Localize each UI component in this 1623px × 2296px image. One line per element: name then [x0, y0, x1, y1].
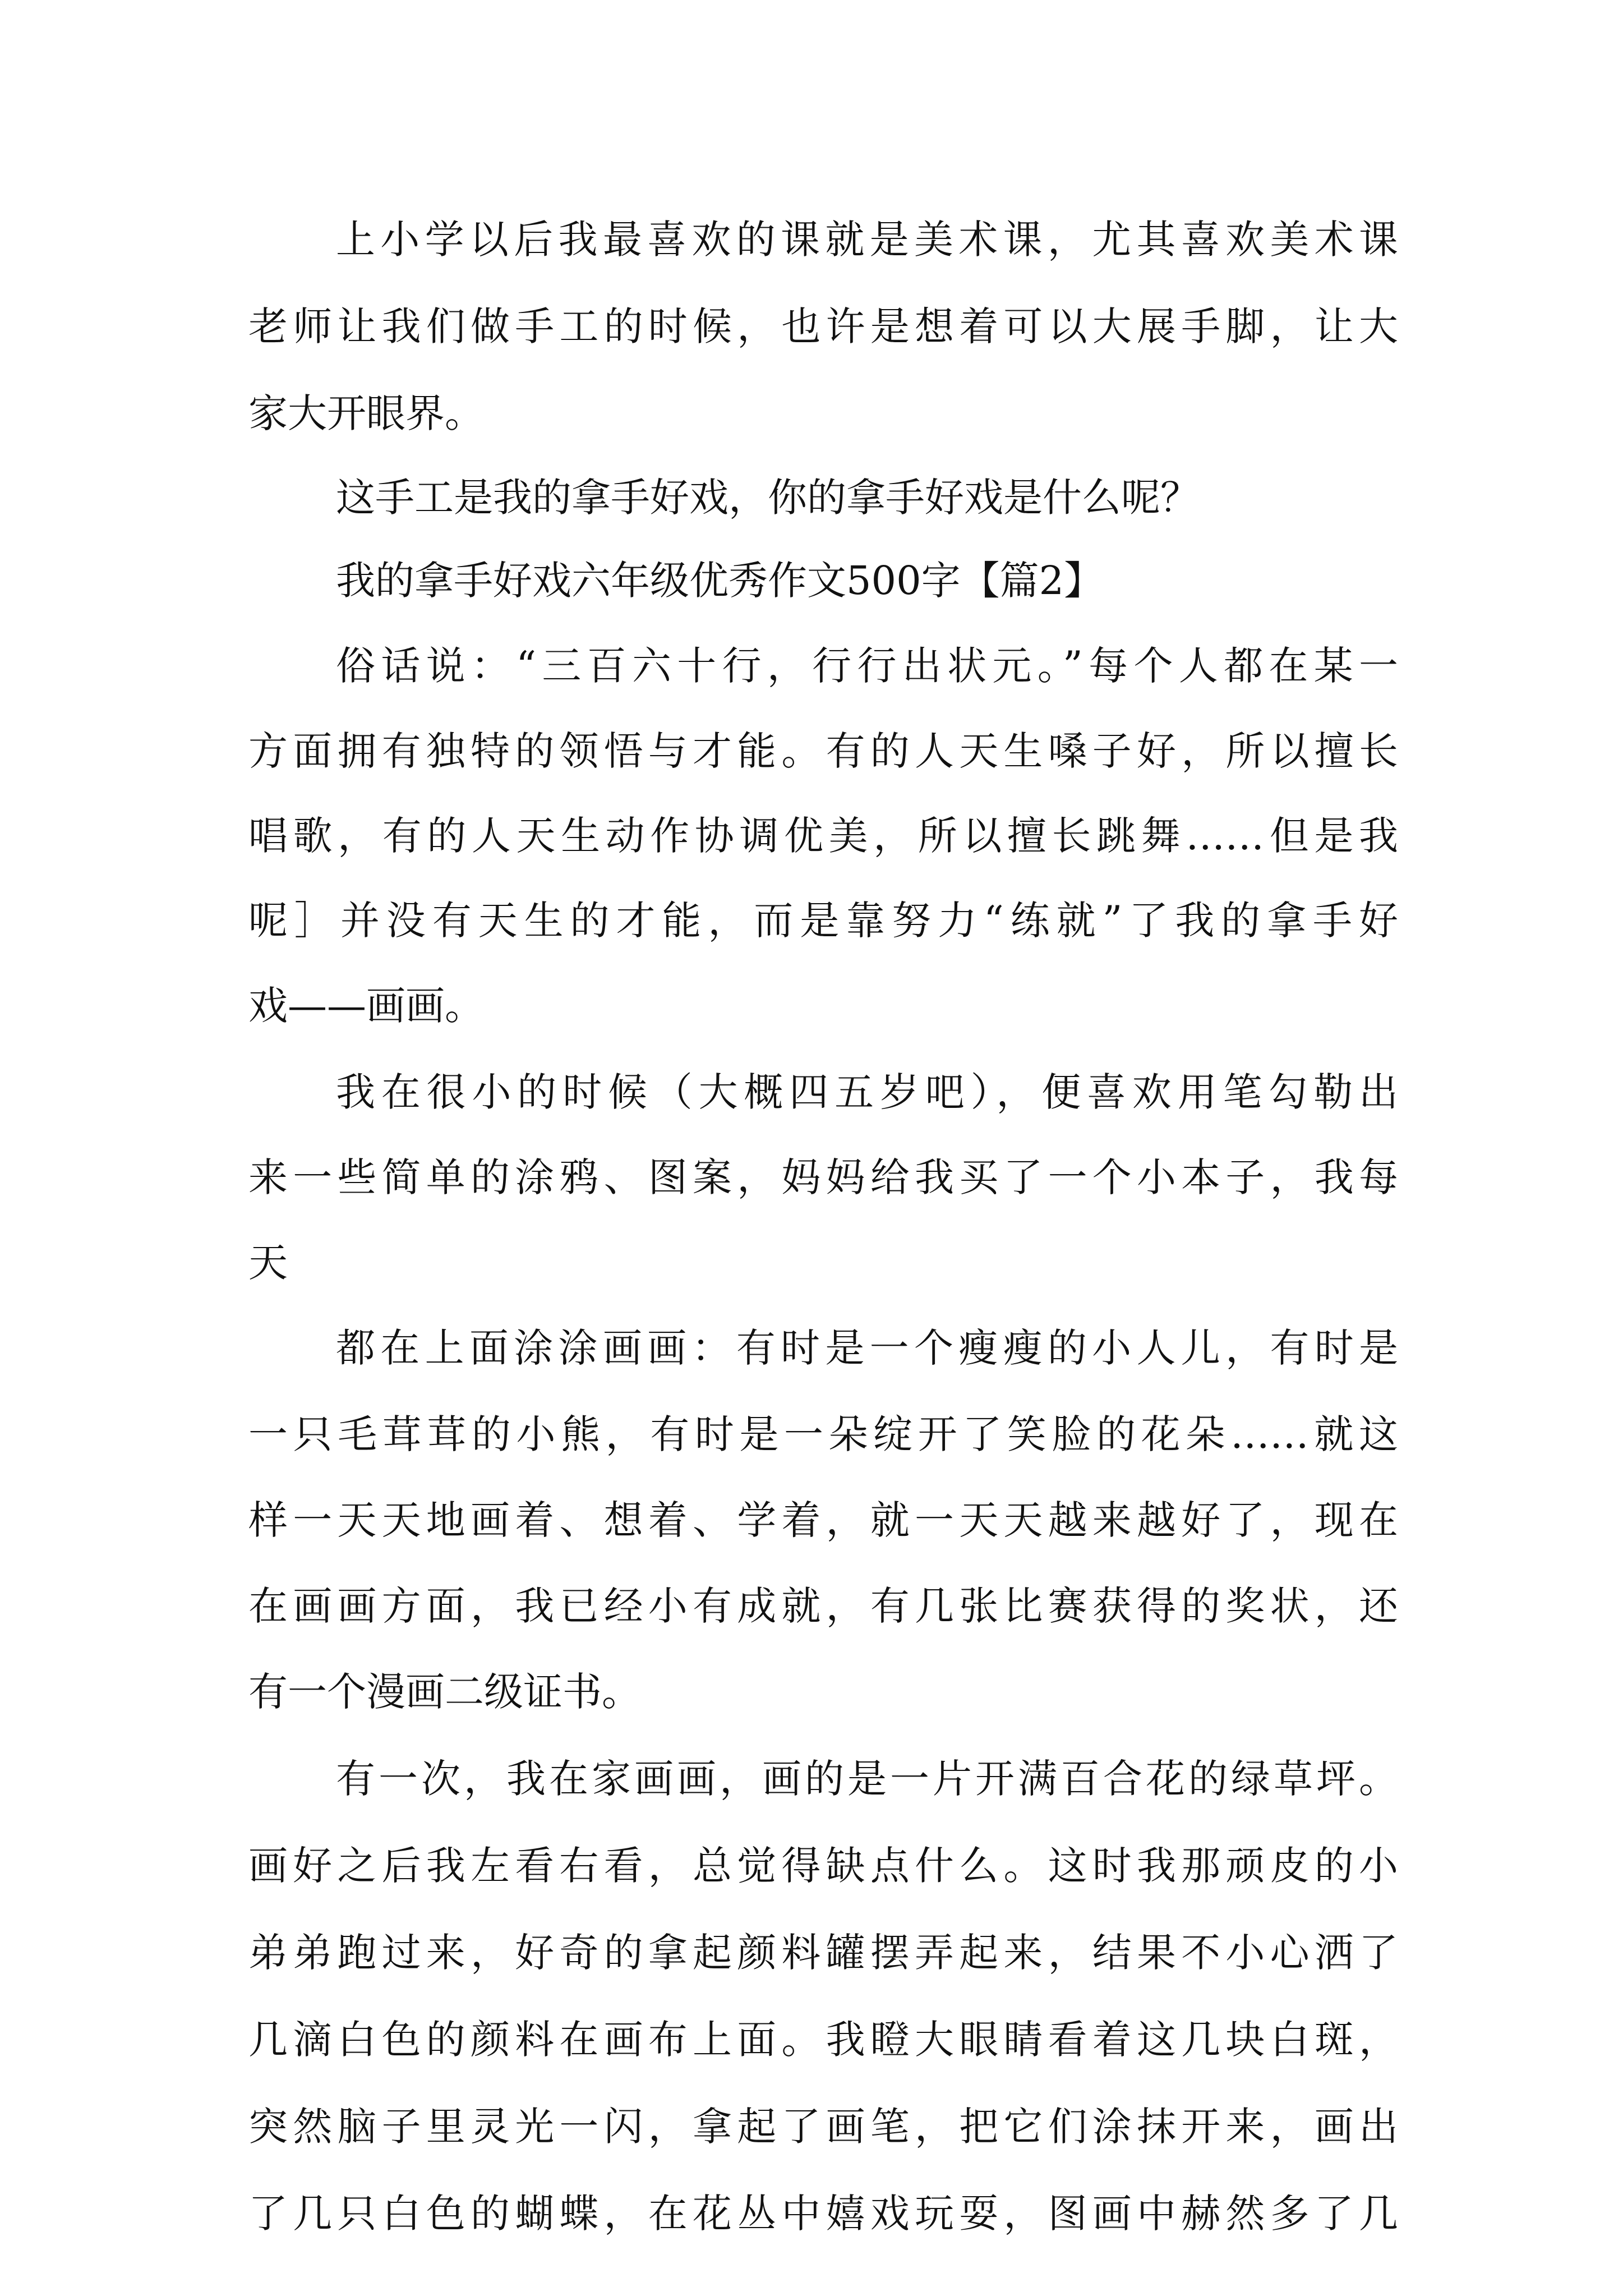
- text-line: 俗话说：“三百六十行，行行出状元。”每个人都在某一: [336, 643, 1398, 689]
- text-line: 老师让我们做手工的时候，也许是想着可以大展手脚，让大: [248, 303, 1398, 349]
- text-line: 我在很小的时候（大概四五岁吧），便喜欢用笔勾勒出: [336, 1069, 1398, 1115]
- text-line: 有一个漫画二级证书。: [248, 1669, 641, 1715]
- text-line: 上小学以后我最喜欢的课就是美术课，尤其喜欢美术课: [336, 217, 1398, 263]
- section-heading: 我的拿手好戏六年级优秀作文500字【篇2】: [336, 558, 1104, 604]
- text-line: 在画画方面，我已经小有成就，有几张比赛获得的奖状，还: [248, 1583, 1398, 1629]
- text-line: 弟弟跑过来，好奇的拿起颜料罐摆弄起来，结果不小心洒了: [248, 1930, 1398, 1976]
- text-line: 家大开眼界。: [248, 390, 484, 436]
- text-line: 来一些简单的涂鸦、图案，妈妈给我买了一个小本子，我每: [248, 1154, 1398, 1200]
- text-line: 呢］并没有天生的才能，而是靠努力“练就”了我的拿手好: [248, 898, 1398, 944]
- text-line: 都在上面涂涂画画：有时是一个瘦瘦的小人儿，有时是: [336, 1325, 1398, 1371]
- text-line: 突然脑子里灵光一闪，拿起了画笔，把它们涂抹开来，画出: [248, 2104, 1398, 2150]
- text-line: 几滴白色的颜料在画布上面。我瞪大眼睛看着这几块白斑，: [248, 2017, 1398, 2063]
- text-line: 画好之后我左看右看，总觉得缺点什么。这时我那顽皮的小: [248, 1843, 1398, 1889]
- text-line: 方面拥有独特的领悟与才能。有的人天生嗓子好，所以擅长: [248, 728, 1398, 774]
- text-line: 了几只白色的蝴蝶，在花丛中嬉戏玩耍，图画中赫然多了几: [248, 2191, 1398, 2237]
- text-line: 有一次，我在家画画，画的是一片开满百合花的绿草坪。: [336, 1756, 1398, 1802]
- text-line: 这手工是我的拿手好戏，你的拿手好戏是什么呢？: [336, 475, 1200, 521]
- text-line: 样一天天地画着、想着、学着，就一天天越来越好了，现在: [248, 1497, 1398, 1543]
- text-line: 一只毛茸茸的小熊，有时是一朵绽开了笑脸的花朵……就这: [248, 1411, 1398, 1457]
- text-line: 天: [248, 1240, 288, 1286]
- text-line: 戏——画画。: [248, 983, 484, 1029]
- text-line: 唱歌，有的人天生动作协调优美，所以擅长跳舞……但是我: [248, 813, 1398, 859]
